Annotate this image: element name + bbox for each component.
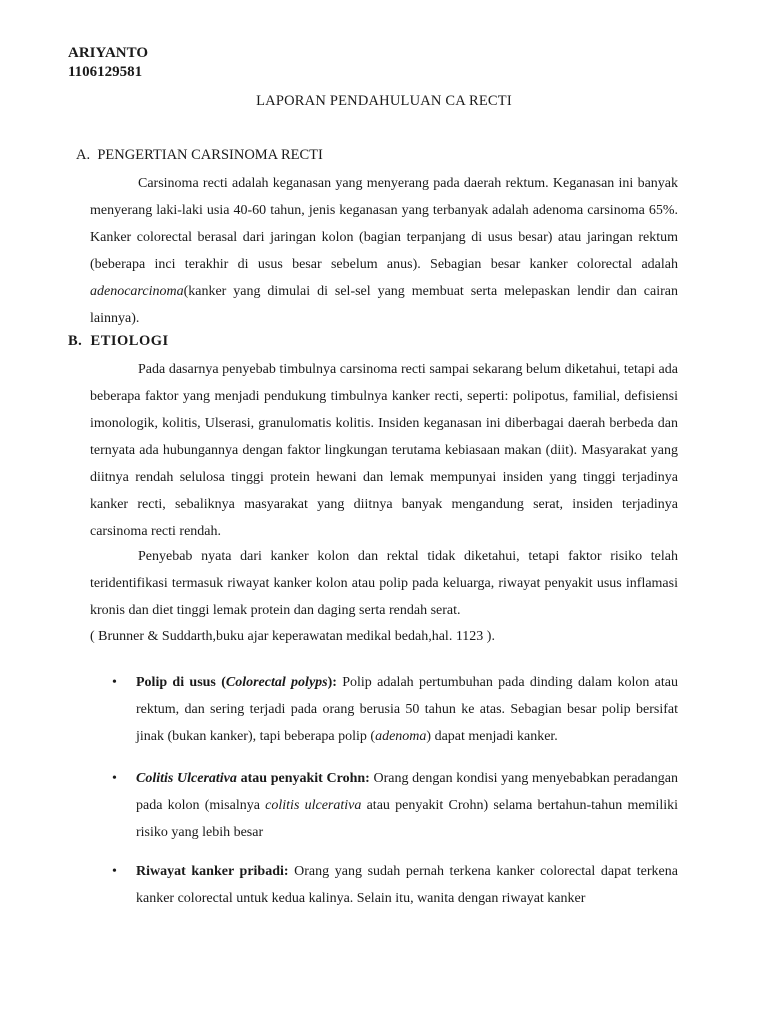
author-id: 1106129581 bbox=[68, 64, 143, 80]
bullet-icon: • bbox=[112, 675, 117, 690]
bullet-body-text-1: Polip adalah pertumbuhan pada dinding dalam kolon atau rektum, dan sering terjadi pada orang berusia 50 tahun ke atas. Sebagian besar polip bersifat jinak (bukan kanker), tapi beberapa polip ( bbox=[136, 675, 678, 744]
section-a-heading bbox=[76, 147, 323, 164]
section-b-marker: B. bbox=[68, 333, 83, 349]
section-a-text-2: (kanker yang dimulai di sel-sel yang membuat serta melepaskan lendir dan cairan lainnya). bbox=[90, 284, 678, 326]
section-b-paragraph-2: Penyebab nyata dari kanker kolon dan rektal tidak diketahui, tetapi faktor risiko telah teridentifikasi termasuk riwayat kanker kolon atau polip pada keluarga, riwayat penyakit usus inflamasi kronis dan diet tinggi lemak protein dan daging serta rendah serat. bbox=[90, 549, 678, 618]
document-title: LAPORAN PENDAHULUAN CA RECTI bbox=[256, 93, 512, 109]
bullet-lead-text: Polip di usus ( bbox=[136, 675, 226, 690]
bullet-text bbox=[136, 669, 678, 750]
section-a-marker: A. bbox=[76, 147, 91, 163]
section-b-paragraph-1: Pada dasarnya penyebab timbulnya carsinoma recti sampai sekarang belum diketahui, tetapi ada beberapa faktor yang menjadi pendukung timbulnya kanker recti, seperti: polipotus, familial, defisiensi imonologik, kolitis, Ulserasi, granulomatis kolitis. Insiden keganasan ini diberbagai daerah berbeda dan ternyata ada hubungannya dengan faktor lingkungan terutama kebiasaan makan (diit). Masyarakat yang diitnya rendah selulosa tinggi protein hewani dan lemak mempunyai insiden yang tinggi terjadinya kanker recti, sebaliknya masyarakat yang diitnya banyak mengandung serat, insiden terjadinya carsinoma recti rendah. bbox=[90, 362, 678, 539]
bullet-text bbox=[136, 765, 678, 846]
bullet-body-text-2: ) dapat menjadi kanker. bbox=[426, 729, 558, 744]
bullet-body-italic: adenoma bbox=[375, 729, 427, 744]
section-b-heading bbox=[68, 333, 169, 350]
bullet-lead bbox=[136, 675, 337, 690]
section-a-paragraph bbox=[90, 170, 678, 332]
bullet-body-text-1: Orang dengan kondisi yang menyebabkan peradangan pada kolon (misalnya bbox=[136, 771, 678, 813]
section-a-title: PENGERTIAN CARSINOMA RECTI bbox=[97, 147, 323, 163]
bullet-lead-close: ): bbox=[327, 675, 337, 690]
bullet-icon: • bbox=[112, 771, 117, 786]
bullet-icon: • bbox=[112, 864, 117, 879]
section-a-text-1: Carsinoma recti adalah keganasan yang menyerang pada daerah rektum. Keganasan ini banyak menyerang laki-laki usia 40-60 tahun, jenis keganasan yang terbanyak adalah adenoma carsinoma 65%. Kanker colorectal berasal dari jaringan kolon (bagian terpanjang di usus besar) atau jaringan rektum (beberapa inci terakhir di usus besar sebelum anus). Sebagian besar kanker colorectal adalah bbox=[90, 176, 678, 272]
bullet-lead-text: atau penyakit Crohn: bbox=[236, 771, 370, 786]
citation: ( Brunner & Suddarth,buku ajar keperawatan medikal bedah,hal. 1123 ). bbox=[90, 629, 495, 644]
bullet-lead-italic: Colitis Ulcerativa bbox=[136, 771, 237, 786]
bullet-text bbox=[136, 858, 678, 912]
bullet-body-text-2: atau penyakit Crohn) selama bertahun-tahun memiliki risiko yang lebih besar bbox=[136, 798, 679, 840]
author-name: ARIYANTO bbox=[68, 45, 149, 61]
bullet-lead-italic: Colorectal polyps bbox=[225, 675, 328, 690]
section-a-italic-term: adenocarcinoma bbox=[90, 284, 184, 299]
bullet-body-italic: colitis ulcerativa bbox=[265, 798, 362, 813]
bullet-lead: Riwayat kanker pribadi: bbox=[136, 864, 289, 879]
author-block bbox=[68, 44, 148, 82]
bullet-body-text-1: Orang yang sudah pernah terkena kanker colorectal dapat terkena kanker colorectal untuk kedua kalinya. Selain itu, wanita dengan riwayat kanker bbox=[136, 864, 678, 906]
bullet-lead bbox=[136, 771, 370, 786]
section-b-title: ETIOLOGI bbox=[90, 333, 169, 349]
